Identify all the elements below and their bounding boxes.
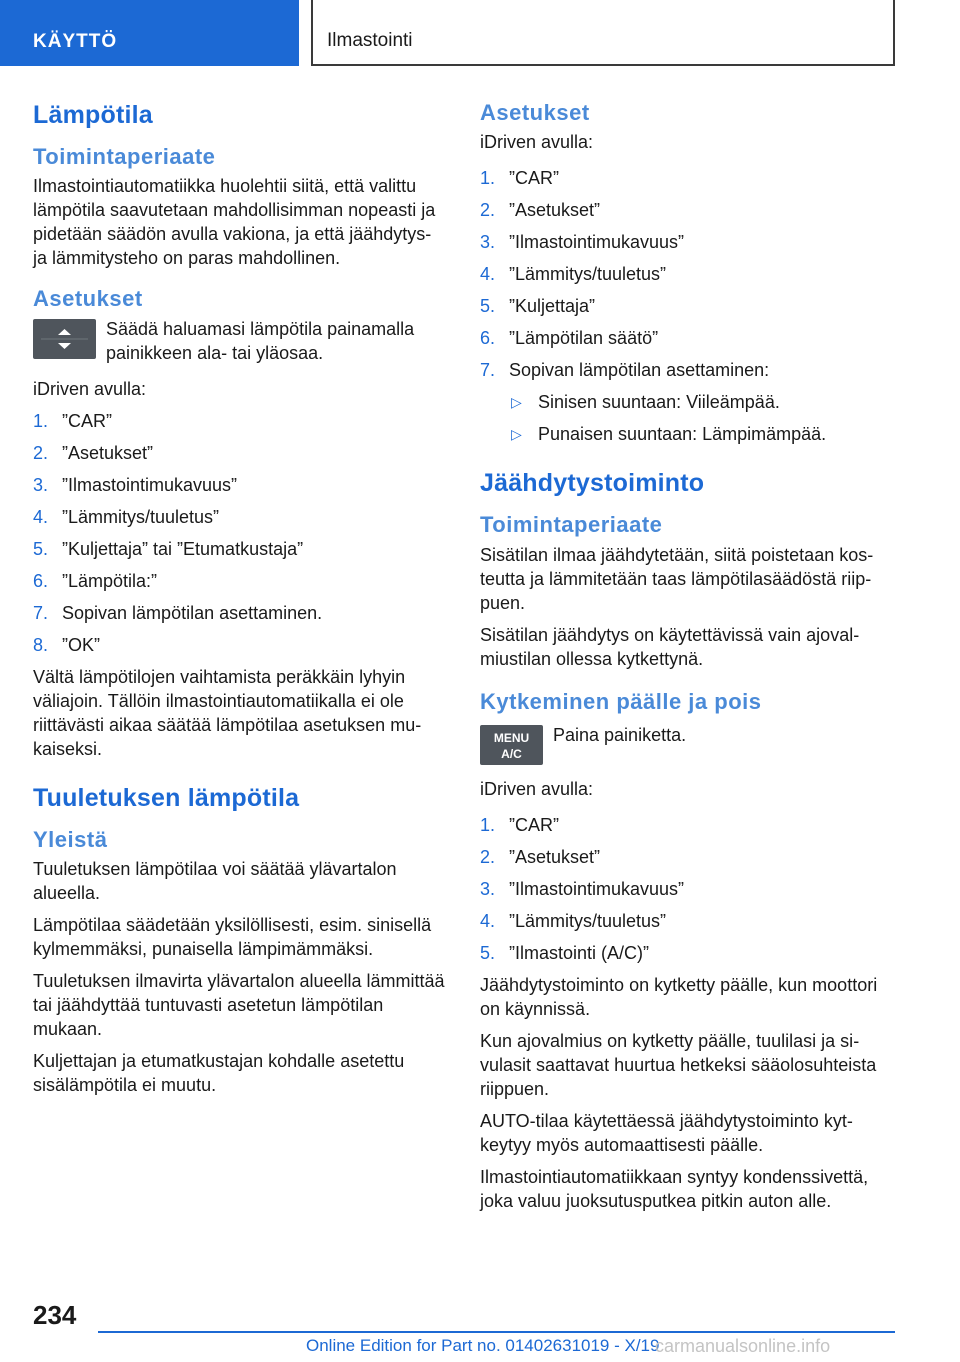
ac-instruction (480, 723, 895, 765)
watermark: carmanualsonline.info (655, 1336, 831, 1356)
step-text: ”Ilmastointimukavuus” (62, 474, 238, 495)
paragraph-yleista-3: Tuuletuksen ilmavirta ylävartalon alueella lämmittää tai jäähdyttää tuntuvasti asetetun lämpötilan mukaan. (33, 971, 445, 1040)
list-item (480, 422, 895, 446)
heading-asetukset: Asetukset (33, 286, 143, 312)
list-item (480, 262, 895, 286)
list-item (480, 390, 895, 414)
step-number: 2. (480, 847, 496, 868)
heading-jaahdytystoiminto: Jäähdytystoiminto (480, 469, 705, 498)
page-number: 234 (33, 1300, 77, 1330)
temperature-rocker-button-icon (33, 319, 96, 359)
list-item (33, 473, 448, 497)
step-number: 5. (480, 296, 496, 317)
step-number: 4. (33, 506, 49, 527)
step-text: ”CAR” (509, 815, 559, 836)
list-item (33, 537, 448, 561)
step-text: Sopivan lämpötilan asettaminen: (509, 360, 770, 381)
heading-asetukset-right: Asetukset (480, 100, 590, 125)
step-text: ”CAR” (62, 410, 112, 431)
heading-lampotila: Lämpötila (33, 101, 153, 129)
icon-label-menu: MENU (493, 731, 530, 746)
step-number: 2. (33, 442, 49, 463)
menu-ac-button-icon (480, 725, 543, 765)
step-number: 3. (480, 879, 496, 900)
right-column (480, 100, 895, 1221)
step-text: ”Lämmitys/tuuletus” (509, 911, 667, 932)
paragraph-toimintaperiaate: Ilmastointiautomatiikka huolehtii siitä, että valittu lämpötila saavutetaan mahdollisimman nopeasti ja pidetään säädön avulla vakiona, ja että jäähdytys- ja lämmitysteho on paras mahdollinen. (33, 176, 436, 269)
list-item (33, 409, 448, 433)
footer-divider (98, 1331, 895, 1333)
step-number: 4. (480, 911, 496, 932)
list-item (33, 505, 448, 529)
list-item (33, 441, 448, 465)
step-text: ”Asetukset” (509, 847, 601, 868)
heading-yleista: Yleistä (33, 826, 108, 852)
step-text: ”Lämmitys/tuuletus” (509, 264, 667, 285)
idrive-label: iDriven avulla: (33, 378, 147, 399)
chapter-tab: KÄYTTÖ (0, 0, 299, 66)
temperature-instruction-text: Säädä haluamasi lämpötila painamalla painikkeen ala- tai yläosaa. (106, 318, 415, 363)
step-number: 8. (33, 634, 49, 655)
list-item (480, 909, 895, 933)
list-item (480, 358, 895, 382)
list-item (480, 813, 895, 837)
step-number: 1. (480, 168, 496, 189)
triangle-bullet-icon: ▷ (511, 426, 522, 443)
triangle-bullet-icon: ▷ (511, 394, 522, 411)
list-item (480, 941, 895, 965)
step-text: ”Lämpötila:” (62, 570, 158, 591)
temperature-instruction (33, 317, 448, 365)
list-item (480, 230, 895, 254)
step-number: 7. (480, 360, 496, 381)
sub-text: Punaisen suuntaan: Lämpimämpää. (538, 424, 827, 445)
paragraph-kytkeminen-1: Jäähdytystoiminto on kytketty päälle, kun moottori on käynnissä. (480, 975, 878, 1020)
section-title: Ilmastointi (311, 0, 895, 66)
right-steps-list (480, 166, 895, 382)
step-number: 3. (480, 232, 496, 253)
right-sub-list (480, 390, 895, 446)
left-column (33, 100, 448, 1105)
step-number: 7. (33, 602, 49, 623)
step-number: 3. (33, 474, 49, 495)
step-text: ”Lämmitys/tuuletus” (62, 506, 220, 527)
step-number: 5. (33, 538, 49, 559)
step-number: 5. (480, 943, 496, 964)
list-item (480, 877, 895, 901)
step-number: 1. (480, 815, 496, 836)
step-number: 6. (33, 570, 49, 591)
paragraph-kytkeminen-2: Kun ajovalmius on kytketty päälle, tuulilasi ja sivulasit saattavat huurtua hetkeksi sääolosuhteista riippuen. (480, 1031, 877, 1100)
paragraph-toiminta-2: Sisätilan jäähdytys on käytettävissä vain ajovalmiustilan ollessa kytkettynä. (480, 624, 860, 669)
left-steps-list (33, 409, 448, 657)
heading-toimintaperiaate-right: Toimintaperiaate (480, 512, 663, 538)
heading-kytkeminen: Kytkeminen päälle ja pois (480, 688, 762, 714)
step-number: 2. (480, 200, 496, 221)
list-item (480, 166, 895, 190)
list-item (33, 633, 448, 657)
step-number: 4. (480, 264, 496, 285)
list-item (480, 294, 895, 318)
step-text: Sopivan lämpötilan asettaminen. (62, 602, 323, 623)
right-steps-list-2 (480, 813, 895, 965)
list-item (480, 326, 895, 350)
step-text: ”Ilmastointimukavuus” (509, 232, 685, 253)
paragraph-yleista-1: Tuuletuksen lämpötilaa voi säätää ylävartalon alueella. (33, 859, 397, 904)
page-header (0, 0, 960, 66)
step-text: ”Asetukset” (509, 200, 601, 221)
step-number: 1. (33, 410, 49, 431)
footer-edition: Online Edition for Part no. 01402631019 - X/19 (306, 1336, 660, 1355)
step-text: ”Kuljettaja” tai ”Etumatkustaja” (62, 538, 304, 559)
step-text: ”Ilmastointi (A/C)” (509, 943, 650, 964)
sub-text: Sinisen suuntaan: Viileämpää. (538, 392, 780, 413)
heading-tuuletuksen-lampotila: Tuuletuksen lämpötila (33, 783, 300, 812)
paragraph-valta: Vältä lämpötilojen vaihtamista peräkkäin lyhyin väliajoin. Tällöin ilmastointiautomatiikalla ei ole riittävästi aikaa säätää lämpötilaa asetuksen mukaiseksi. (33, 666, 422, 759)
list-item (33, 601, 448, 625)
idrive-label-2: iDriven avulla: (480, 779, 594, 800)
step-text: ”CAR” (509, 168, 559, 189)
paragraph-kytkeminen-3: AUTO-tilaa käytettäessä jäähdytystoiminto kytkeytyy myös automaattisesti päälle. (480, 1111, 853, 1156)
paragraph-kytkeminen-4: Ilmastointiautomatiikkaan syntyy kondenssivettä, joka valuu juoksutusputkea pitkin auton alle. (480, 1167, 869, 1212)
icon-label-ac: A/C (501, 747, 522, 762)
step-number: 6. (480, 328, 496, 349)
list-item (480, 845, 895, 869)
paragraph-yleista-4: Kuljettajan ja etumatkustajan kohdalle asetettu sisälämpötila ei muutu. (33, 1051, 405, 1096)
ac-instruction-text: Paina painiketta. (553, 725, 687, 746)
list-item (33, 569, 448, 593)
paragraph-yleista-2: Lämpötilaa säädetään yksilöllisesti, esim. sinisellä kylmemmäksi, punaisella lämpimämmäksi. (33, 915, 432, 960)
heading-toimintaperiaate: Toimintaperiaate (33, 144, 216, 169)
step-text: ”OK” (62, 634, 100, 655)
list-item (480, 198, 895, 222)
step-text: ”Asetukset” (62, 442, 154, 463)
step-text: ”Lämpötilan säätö” (509, 328, 659, 349)
step-text: ”Kuljettaja” (509, 296, 596, 317)
paragraph-toiminta-1: Sisätilan ilmaa jäähdytetään, siitä poistetaan kosteutta ja lämmitetään taas lämpötilasäädöstä riippuen. (480, 544, 874, 613)
step-text: ”Ilmastointimukavuus” (509, 879, 685, 900)
idrive-label: iDriven avulla: (480, 132, 594, 153)
